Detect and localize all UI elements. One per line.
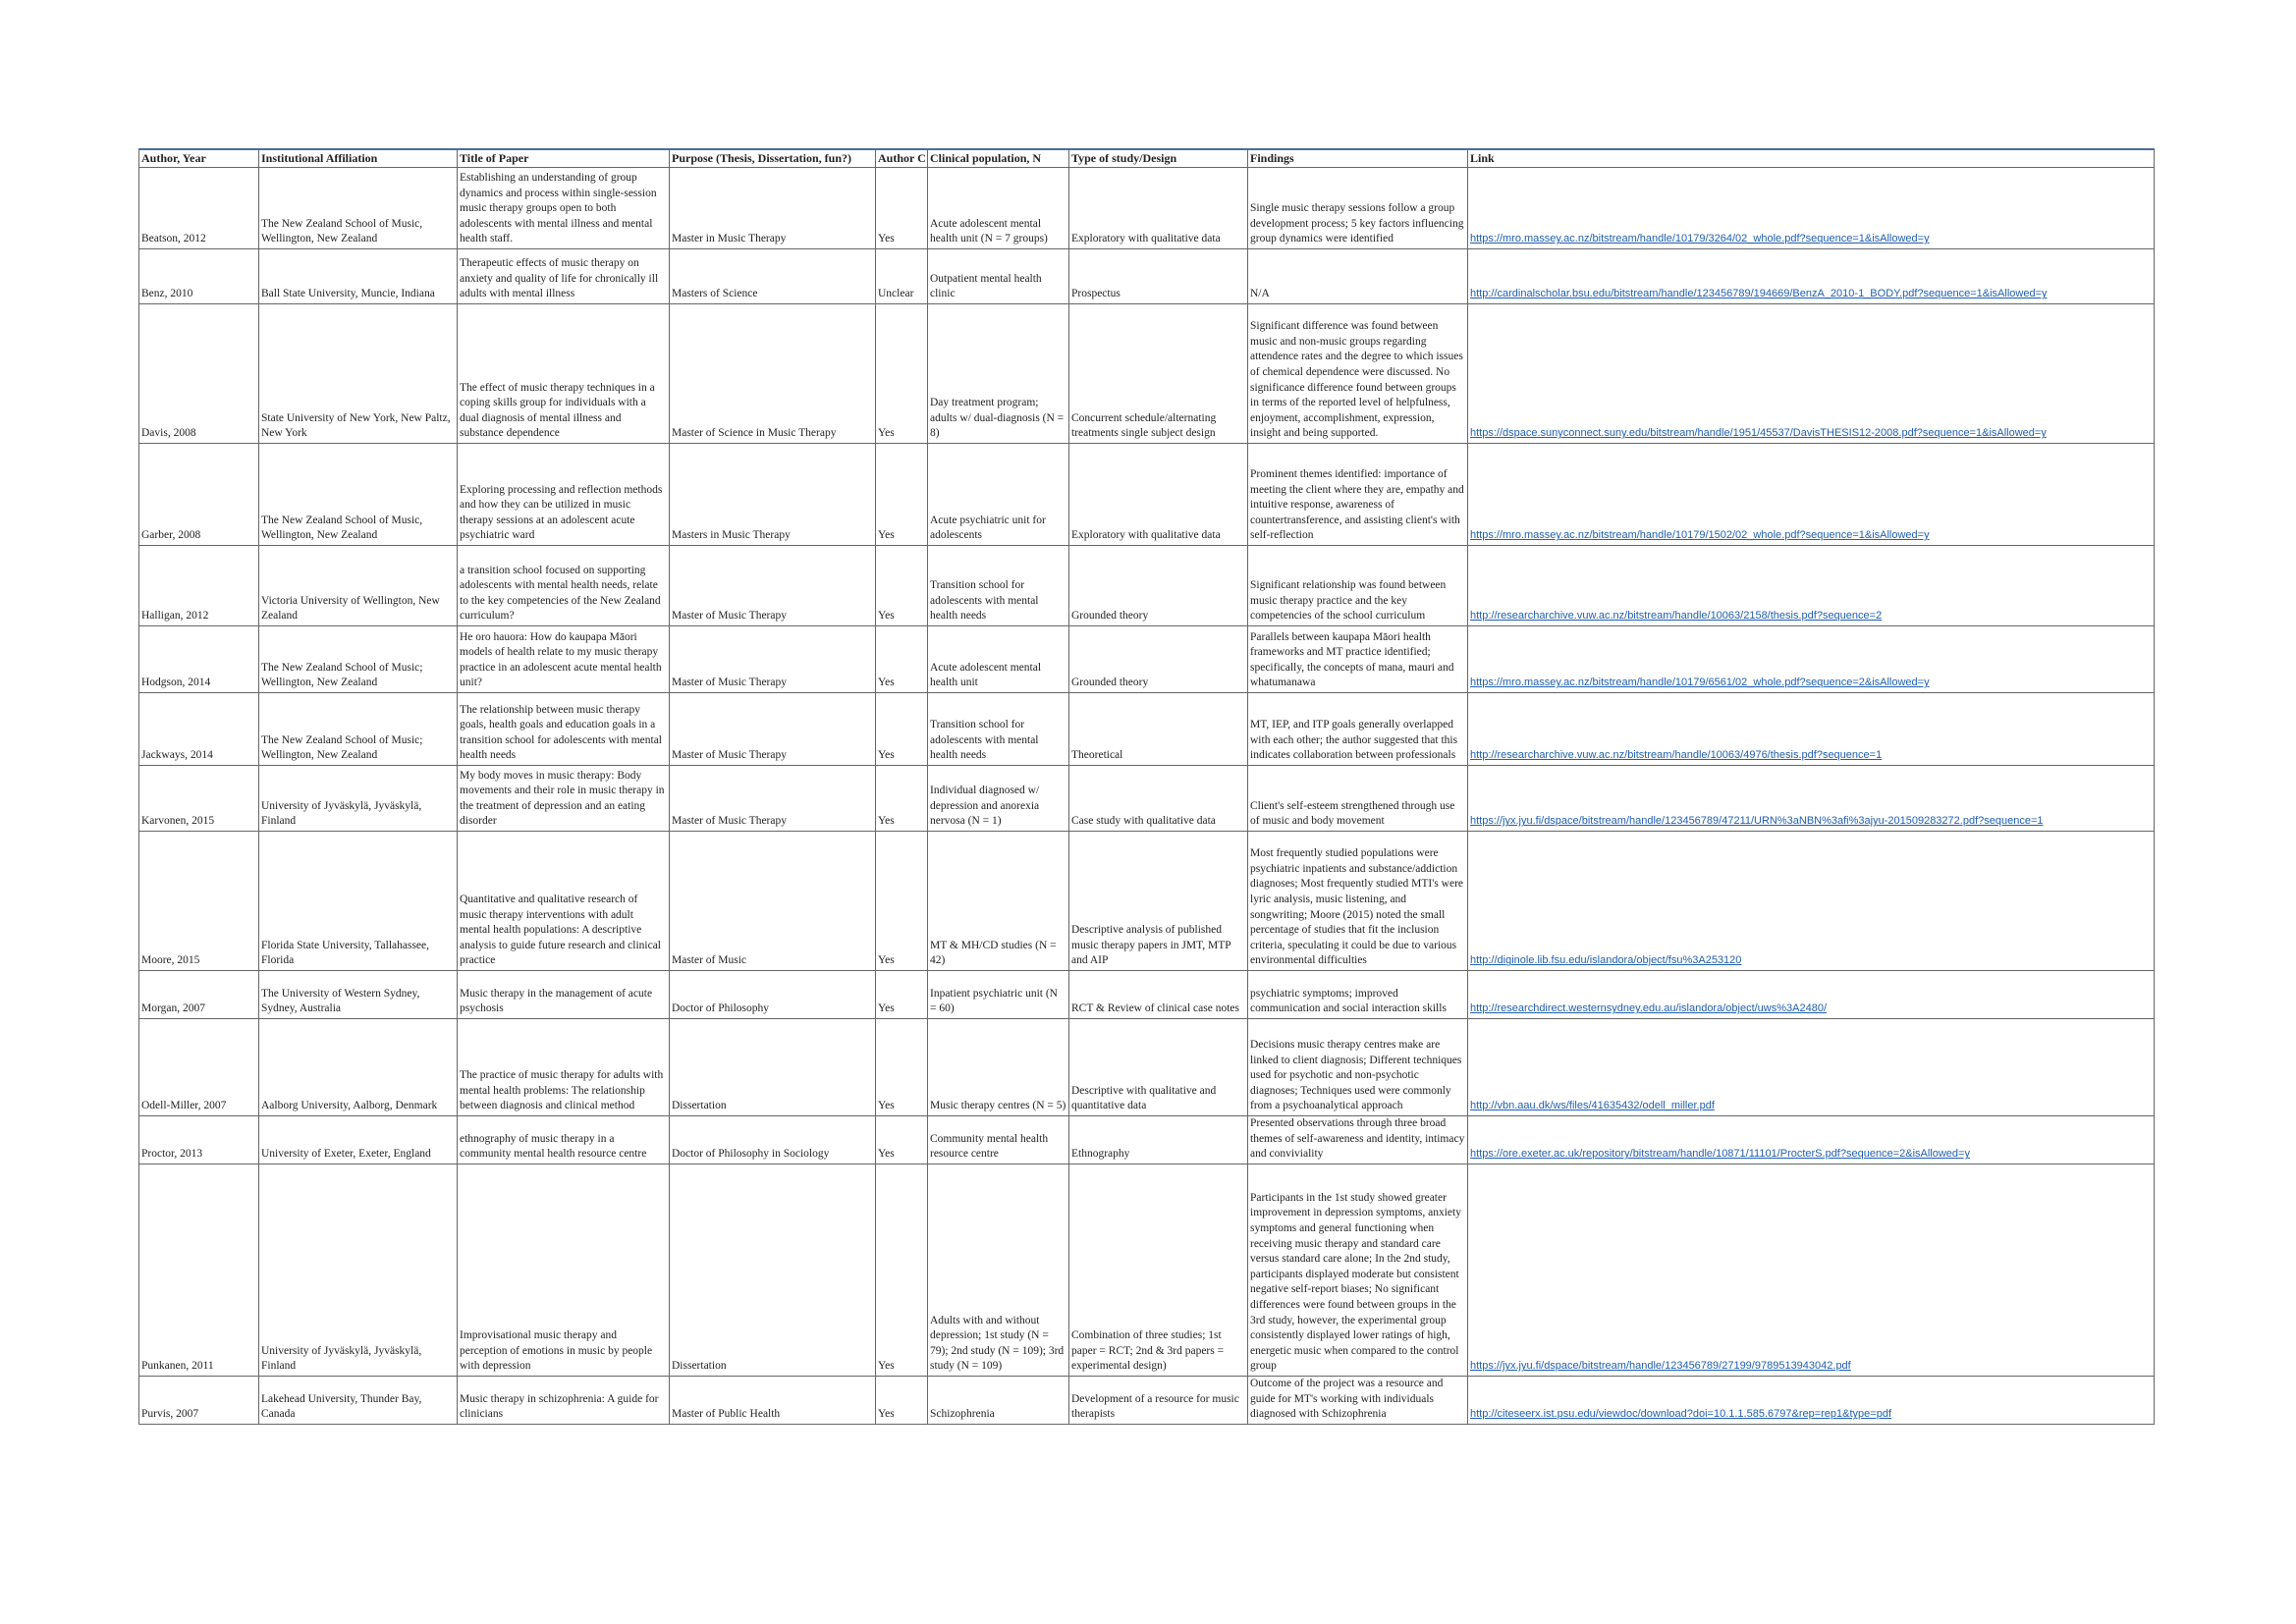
table-row (139, 444, 2155, 546)
cell-purpose: Doctor of Philosophy in Sociology (670, 1116, 876, 1164)
cell-author-c: Yes (876, 1164, 928, 1377)
cell-study-design: Combination of three studies; 1st paper = RCT; 2nd & 3rd papers = experimental design) (1069, 1164, 1248, 1377)
cell-study-design: Concurrent schedule/alternating treatments single subject design (1069, 304, 1248, 444)
cell-author-year: Purvis, 2007 (139, 1377, 259, 1425)
cell-institution: The New Zealand School of Music; Wellington, New Zealand (259, 693, 458, 766)
cell-findings: Significant difference was found between music and non-music groups regarding attendence rates and the degree to which issues of chemical dependence were discussed. No significance difference found between groups in terms of the reported level of helpfulness, enjoyment, accomplishment, expression, insight and being supported. (1248, 304, 1468, 444)
cell-author-c: Yes (876, 1116, 928, 1164)
cell-purpose: Masters in Music Therapy (670, 444, 876, 546)
header-link: Link (1468, 149, 2155, 168)
link-cell[interactable]: http://researchdirect.westernsydney.edu.au/islandora/object/uws%3A2480/ (1468, 971, 2155, 1019)
table-row (139, 1019, 2155, 1116)
table-row (139, 249, 2155, 304)
header-population: Clinical population, N (928, 149, 1069, 168)
link-cell[interactable]: https://jyx.jyu.fi/dspace/bitstream/handle/123456789/47211/URN%3aNBN%3afi%3ajyu-201509283272.pdf?sequence=1 (1468, 766, 2155, 832)
cell-study-design: Case study with qualitative data (1069, 766, 1248, 832)
literature-table (138, 148, 2155, 1425)
link-cell[interactable]: http://cardinalscholar.bsu.edu/bitstream/handle/123456789/194669/BenzA_2010-1_BODY.pdf?sequence=1&isAllowed=y (1468, 249, 2155, 304)
header-findings: Findings (1248, 149, 1468, 168)
cell-author-year: Morgan, 2007 (139, 971, 259, 1019)
cell-study-design: Descriptive with qualitative and quantitative data (1069, 1019, 1248, 1116)
cell-title: The relationship between music therapy goals, health goals and education goals in a transition school for adolescents with mental health needs (458, 693, 670, 766)
cell-author-c: Yes (876, 971, 928, 1019)
cell-author-year: Moore, 2015 (139, 832, 259, 971)
cell-title: Music therapy in the management of acute psychosis (458, 971, 670, 1019)
cell-findings: Significant relationship was found between music therapy practice and the key competencies of the school curriculum (1248, 546, 1468, 626)
link-cell[interactable]: https://mro.massey.ac.nz/bitstream/handle/10179/6561/02_whole.pdf?sequence=2&isAllowed=y (1468, 626, 2155, 693)
cell-author-c: Yes (876, 1019, 928, 1116)
cell-author-year: Hodgson, 2014 (139, 626, 259, 693)
cell-purpose: Dissertation (670, 1019, 876, 1116)
cell-author-year: Karvonen, 2015 (139, 766, 259, 832)
table-row (139, 1116, 2155, 1164)
cell-author-year: Beatson, 2012 (139, 168, 259, 249)
cell-author-c: Yes (876, 444, 928, 546)
cell-findings: Outcome of the project was a resource and guide for MT's working with individuals diagnosed with Schizophrenia (1248, 1377, 1468, 1425)
header-study-design: Type of study/Design (1069, 149, 1248, 168)
cell-study-design: Prospectus (1069, 249, 1248, 304)
table-row (139, 766, 2155, 832)
cell-findings: Parallels between kaupapa Māori health frameworks and MT practice identified; specifically, the concepts of mana, mauri and whatumanawa (1248, 626, 1468, 693)
table-row (139, 1377, 2155, 1425)
header-author-c: Author C (876, 149, 928, 168)
cell-title: The effect of music therapy techniques in a coping skills group for individuals with a dual diagnosis of mental illness and substance dependence (458, 304, 670, 444)
cell-population: Adults with and without depression; 1st study (N = 79); 2nd study (N = 109); 3rd study (N = 109) (928, 1164, 1069, 1377)
cell-findings: N/A (1248, 249, 1468, 304)
cell-author-c: Yes (876, 546, 928, 626)
cell-author-c: Yes (876, 626, 928, 693)
cell-purpose: Doctor of Philosophy (670, 971, 876, 1019)
cell-population: Community mental health resource centre (928, 1116, 1069, 1164)
link-cell[interactable]: http://diginole.lib.fsu.edu/islandora/object/fsu%3A253120 (1468, 832, 2155, 971)
cell-purpose: Master of Music Therapy (670, 693, 876, 766)
cell-purpose: Master of Public Health (670, 1377, 876, 1425)
cell-institution: University of Jyväskylä, Jyväskylä, Finland (259, 766, 458, 832)
cell-findings: Client's self-esteem strengthened through use of music and body movement (1248, 766, 1468, 832)
cell-purpose: Master of Music Therapy (670, 766, 876, 832)
cell-institution: State University of New York, New Paltz, New York (259, 304, 458, 444)
cell-institution: Victoria University of Wellington, New Zealand (259, 546, 458, 626)
cell-population: Transition school for adolescents with mental health needs (928, 546, 1069, 626)
cell-purpose: Master in Music Therapy (670, 168, 876, 249)
header-purpose: Purpose (Thesis, Dissertation, fun?) (670, 149, 876, 168)
table-row (139, 832, 2155, 971)
cell-findings: Prominent themes identified: importance of meeting the client where they are, empathy and intuitive response, awareness of countertransference, and assisting client's with self-reflection (1248, 444, 1468, 546)
cell-institution: Ball State University, Muncie, Indiana (259, 249, 458, 304)
cell-study-design: Theoretical (1069, 693, 1248, 766)
cell-author-year: Davis, 2008 (139, 304, 259, 444)
cell-population: Inpatient psychiatric unit (N = 60) (928, 971, 1069, 1019)
cell-title: Quantitative and qualitative research of music therapy interventions with adult mental health populations: A descriptive analysis to guide future research and clinical practice (458, 832, 670, 971)
cell-title: My body moves in music therapy: Body movements and their role in music therapy in the treatment of depression and an eating disorder (458, 766, 670, 832)
cell-study-design: Exploratory with qualitative data (1069, 168, 1248, 249)
cell-findings: Decisions music therapy centres make are linked to client diagnosis; Different techniques used for psychotic and non-psychotic diagnoses; Techniques used were commonly from a psychoanalytical approach (1248, 1019, 1468, 1116)
table-row (139, 304, 2155, 444)
cell-population: Schizophrenia (928, 1377, 1069, 1425)
cell-title: Music therapy in schizophrenia: A guide for clinicians (458, 1377, 670, 1425)
cell-author-year: Jackways, 2014 (139, 693, 259, 766)
link-cell[interactable]: http://researcharchive.vuw.ac.nz/bitstream/handle/10063/2158/thesis.pdf?sequence=2 (1468, 546, 2155, 626)
cell-author-c: Yes (876, 832, 928, 971)
cell-institution: The University of Western Sydney, Sydney, Australia (259, 971, 458, 1019)
link-cell[interactable]: http://researcharchive.vuw.ac.nz/bitstream/handle/10063/4976/thesis.pdf?sequence=1 (1468, 693, 2155, 766)
cell-title: Therapeutic effects of music therapy on anxiety and quality of life for chronically ill adults with mental illness (458, 249, 670, 304)
cell-author-c: Yes (876, 766, 928, 832)
cell-institution: Aalborg University, Aalborg, Denmark (259, 1019, 458, 1116)
cell-title: Improvisational music therapy and perception of emotions in music by people with depression (458, 1164, 670, 1377)
table-row (139, 693, 2155, 766)
cell-population: Acute adolescent mental health unit (928, 626, 1069, 693)
cell-title: ethnography of music therapy in a community mental health resource centre (458, 1116, 670, 1164)
cell-title: Exploring processing and reflection methods and how they can be utilized in music therapy sessions at an adolescent acute psychiatric ward (458, 444, 670, 546)
link-cell[interactable]: http://vbn.aau.dk/ws/files/41635432/odell_miller.pdf (1468, 1019, 2155, 1116)
cell-study-design: Descriptive analysis of published music therapy papers in JMT, MTP and AIP (1069, 832, 1248, 971)
cell-population: Individual diagnosed w/ depression and anorexia nervosa (N = 1) (928, 766, 1069, 832)
cell-purpose: Dissertation (670, 1164, 876, 1377)
cell-institution: Florida State University, Tallahassee, Florida (259, 832, 458, 971)
cell-study-design: Ethnography (1069, 1116, 1248, 1164)
cell-purpose: Masters of Science (670, 249, 876, 304)
cell-institution: The New Zealand School of Music; Wellington, New Zealand (259, 626, 458, 693)
cell-population: Day treatment program; adults w/ dual-diagnosis (N = 8) (928, 304, 1069, 444)
cell-author-year: Benz, 2010 (139, 249, 259, 304)
cell-population: Acute adolescent mental health unit (N = 7 groups) (928, 168, 1069, 249)
cell-institution: University of Exeter, Exeter, England (259, 1116, 458, 1164)
cell-title: He oro hauora: How do kaupapa Māori models of health relate to my music therapy practice in an adolescent acute mental health unit? (458, 626, 670, 693)
link-cell[interactable]: https://mro.massey.ac.nz/bitstream/handle/10179/1502/02_whole.pdf?sequence=1&isAllowed=y (1468, 444, 2155, 546)
cell-purpose: Master of Music Therapy (670, 626, 876, 693)
table-row (139, 168, 2155, 249)
cell-institution: Lakehead University, Thunder Bay, Canada (259, 1377, 458, 1425)
cell-population: Music therapy centres (N = 5) (928, 1019, 1069, 1116)
cell-population: MT & MH/CD studies (N = 42) (928, 832, 1069, 971)
cell-title: The practice of music therapy for adults with mental health problems: The relationship between diagnosis and clinical method (458, 1019, 670, 1116)
cell-author-c: Yes (876, 693, 928, 766)
cell-title: Establishing an understanding of group dynamics and process within single-session music therapy groups open to both adolescents with mental illness and mental health staff. (458, 168, 670, 249)
cell-study-design: Grounded theory (1069, 546, 1248, 626)
table-header-row (139, 149, 2155, 168)
cell-author-year: Odell-Miller, 2007 (139, 1019, 259, 1116)
link-cell[interactable]: https://jyx.jyu.fi/dspace/bitstream/handle/123456789/27199/9789513943042.pdf (1468, 1164, 2155, 1377)
cell-findings: MT, IEP, and ITP goals generally overlapped with each other; the author suggested that this indicates collaboration between professionals (1248, 693, 1468, 766)
cell-purpose: Master of Music Therapy (670, 546, 876, 626)
cell-author-year: Garber, 2008 (139, 444, 259, 546)
cell-findings: Presented observations through three broad themes of self-awareness and identity, intimacy and conviviality (1248, 1116, 1468, 1164)
cell-study-design: Grounded theory (1069, 626, 1248, 693)
header-author-year: Author, Year (139, 149, 259, 168)
cell-author-year: Proctor, 2013 (139, 1116, 259, 1164)
cell-author-c: Yes (876, 168, 928, 249)
cell-purpose: Master of Science in Music Therapy (670, 304, 876, 444)
cell-author-year: Punkanen, 2011 (139, 1164, 259, 1377)
link-cell[interactable]: http://citeseerx.ist.psu.edu/viewdoc/download?doi=10.1.1.585.6797&rep=rep1&type=pdf (1468, 1377, 2155, 1425)
table-row (139, 546, 2155, 626)
cell-author-year: Halligan, 2012 (139, 546, 259, 626)
cell-author-c: Yes (876, 1377, 928, 1425)
cell-purpose: Master of Music (670, 832, 876, 971)
link-cell[interactable]: https://dspace.sunyconnect.suny.edu/bitstream/handle/1951/45537/DavisTHESIS12-2008.pdf?sequence=1&isAllowed=y (1468, 304, 2155, 444)
cell-study-design: Development of a resource for music therapists (1069, 1377, 1248, 1425)
cell-title: a transition school focused on supporting adolescents with mental health needs, relate to the key competencies of the New Zealand curriculum? (458, 546, 670, 626)
cell-findings: psychiatric symptoms; improved communication and social interaction skills (1248, 971, 1468, 1019)
table-row (139, 626, 2155, 693)
cell-institution: The New Zealand School of Music, Wellington, New Zealand (259, 168, 458, 249)
link-cell[interactable]: https://mro.massey.ac.nz/bitstream/handle/10179/3264/02_whole.pdf?sequence=1&isAllowed=y (1468, 168, 2155, 249)
cell-institution: University of Jyväskylä, Jyväskylä, Finland (259, 1164, 458, 1377)
table-row (139, 971, 2155, 1019)
cell-population: Outpatient mental health clinic (928, 249, 1069, 304)
cell-institution: The New Zealand School of Music, Wellington, New Zealand (259, 444, 458, 546)
cell-population: Transition school for adolescents with mental health needs (928, 693, 1069, 766)
cell-findings: Single music therapy sessions follow a group development process; 5 key factors influencing group dynamics were identified (1248, 168, 1468, 249)
table-row (139, 1164, 2155, 1377)
cell-author-c: Unclear (876, 249, 928, 304)
link-cell[interactable]: https://ore.exeter.ac.uk/repository/bitstream/handle/10871/11101/ProcterS.pdf?sequence=2&isAllowed=y (1468, 1116, 2155, 1164)
header-title: Title of Paper (458, 149, 670, 168)
cell-population: Acute psychiatric unit for adolescents (928, 444, 1069, 546)
header-institution: Institutional Affiliation (259, 149, 458, 168)
cell-findings: Most frequently studied populations were psychiatric inpatients and substance/addiction diagnoses; Most frequently studied MTI's were lyric analysis, music listening, and songwriting; Moore (2015) noted the small percentage of studies that fit the inclusion criteria, speculating it could be due to various environmental difficulties (1248, 832, 1468, 971)
table-body (139, 168, 2155, 1425)
cell-findings: Participants in the 1st study showed greater improvement in depression symptoms, anxiety symptoms and general functioning when receiving music therapy and standard care versus standard care alone; In the 2nd study, participants displayed moderate but consistent negative self-report biases; No significant differences were found between groups in the 3rd study, however, the experimental group consistently displayed lower ratings of high, energetic music when compared to the control group (1248, 1164, 1468, 1377)
cell-study-design: RCT & Review of clinical case notes (1069, 971, 1248, 1019)
cell-author-c: Yes (876, 304, 928, 444)
cell-study-design: Exploratory with qualitative data (1069, 444, 1248, 546)
